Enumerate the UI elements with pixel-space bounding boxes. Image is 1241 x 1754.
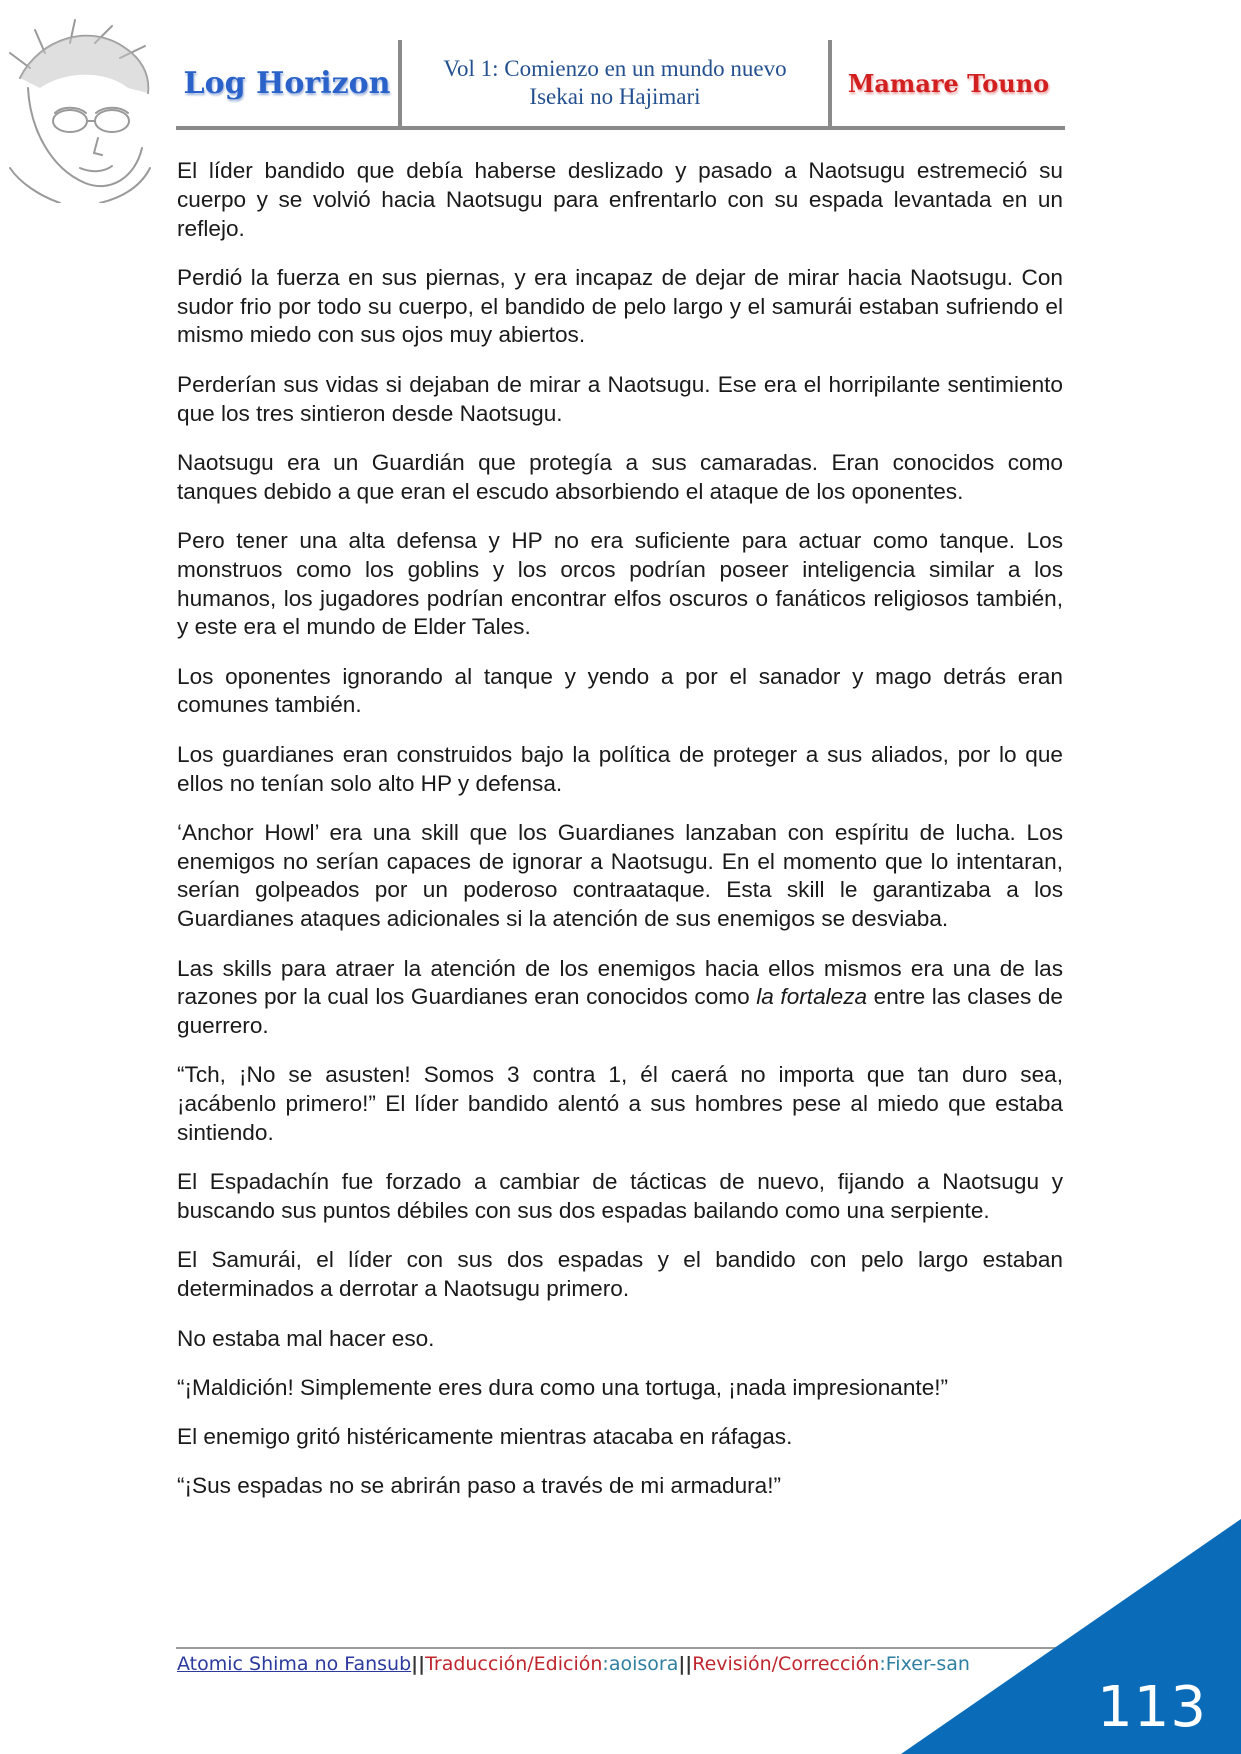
volume-subtitle: Isekai no Hajimari xyxy=(529,84,701,109)
series-title: Log Horizon xyxy=(183,65,391,101)
page-header xyxy=(176,40,1065,130)
paragraph: El Samurái, el líder con sus dos espadas y el bandido con pelo largo estaban determinados a derrotar a Naotsugu primero. xyxy=(177,1247,1063,1302)
series-title-cell xyxy=(176,40,402,126)
paragraph-text: Las skills para atraer la atención de los enemigos hacia ellos mismos era una de las razones por la cual los Guardianes eran conocidos como xyxy=(177,955,1063,1010)
paragraph: Los guardianes eran construidos bajo la política de proteger a sus aliados, por lo que ellos no tenían solo alto HP y defensa. xyxy=(177,741,1063,796)
character-sketch-icon xyxy=(0,18,160,203)
paragraph: ‘Anchor Howl’ era una skill que los Guardianes lanzaban con espíritu de lucha. Los enemigos no serían capaces de ignorar a Naotsugu. En el momento que lo intentaran, serían golpeados por un poderoso contraataque. Esta skill le garantizaba a los Guardianes ataques adicionales si la atención de sus enemigos se desviaba. xyxy=(177,819,1063,932)
page-number: 113 xyxy=(1097,1675,1207,1740)
page-body xyxy=(177,157,1063,1522)
page-footer xyxy=(177,1653,970,1675)
paragraph: Perdió la fuerza en sus piernas, y era incapaz de dejar de mirar hacia Naotsugu. Con sudor frio por todo su cuerpo, el bandido de pelo largo y el samurái estaban sufriendo el mismo miedo con sus ojos muy abiertos. xyxy=(177,264,1063,348)
footer-separator: || xyxy=(678,1653,693,1675)
paragraph-text: entre las clases de guerrero. xyxy=(177,984,1063,1039)
revision-label: Revisión/Corrección xyxy=(692,1653,880,1675)
paragraph: Los oponentes ignorando al tanque y yendo a por el sanador y mago detrás eran comunes también. xyxy=(177,663,1063,718)
paragraph: El Espadachín fue forzado a cambiar de tácticas de nuevo, fijando a Naotsugu y buscando sus puntos débiles con sus dos espadas bailando como una serpiente. xyxy=(177,1169,1063,1224)
fansub-group-link[interactable]: Atomic Shima no Fansub xyxy=(177,1653,412,1675)
author-name: Mamare Touno xyxy=(847,68,1050,98)
paragraph: “¡Sus espadas no se abrirán paso a través de mi armadura!” xyxy=(177,1473,782,1499)
translator-name: aoisora xyxy=(608,1653,679,1675)
paragraph: El líder bandido que debía haberse deslizado y pasado a Naotsugu estremeció su cuerpo y se volvió hacia Naotsugu para enfrentarlo con su espada levantada en un reflejo. xyxy=(177,158,1063,241)
volume-cell xyxy=(402,40,832,126)
paragraph: “¡Maldición! Simplemente eres dura como una tortuga, ¡nada impresionante!” xyxy=(177,1374,949,1400)
footer-colon: : xyxy=(879,1653,886,1675)
paragraph: “Tch, ¡No se asusten! Somos 3 contra 1, él caerá no importa que tan duro sea, ¡acábenlo primero!” El líder bandido alentó a sus hombres pese al miedo que estaba sintiendo. xyxy=(177,1062,1063,1146)
paragraph: Naotsugu era un Guardián que protegía a sus camaradas. Eran conocidos como tanques debido a que eran el escudo absorbiendo el ataque de los oponentes. xyxy=(177,449,1063,504)
reviewer-name: Fixer-san xyxy=(885,1653,970,1675)
author-cell xyxy=(832,40,1065,126)
paragraph: No estaba mal hacer eso. xyxy=(177,1325,435,1351)
paragraph: Pero tener una alta defensa y HP no era suficiente para actuar como tanque. Los monstruos como los goblins y los orcos podrían poseer inteligencia similar a los humanos, los jugadores podrían encontrar elfos oscuros o fanáticos religiosos también, y este era el mundo de Elder Tales. xyxy=(177,527,1063,640)
volume-title: Vol 1: Comienzo en un mundo nuevo xyxy=(443,56,787,81)
paragraph: Perderían sus vidas si dejaban de mirar a Naotsugu. Ese era el horripilante sentimiento que los tres sintieron desde Naotsugu. xyxy=(177,371,1063,426)
footer-separator: || xyxy=(411,1653,426,1675)
translation-label: Traducción/Edición xyxy=(425,1653,603,1675)
footer-colon: : xyxy=(602,1653,609,1675)
emphasis-text: la fortaleza xyxy=(756,984,868,1010)
paragraph: El enemigo gritó histéricamente mientras atacaba en ráfagas. xyxy=(177,1424,793,1450)
paragraph xyxy=(177,955,1063,1041)
